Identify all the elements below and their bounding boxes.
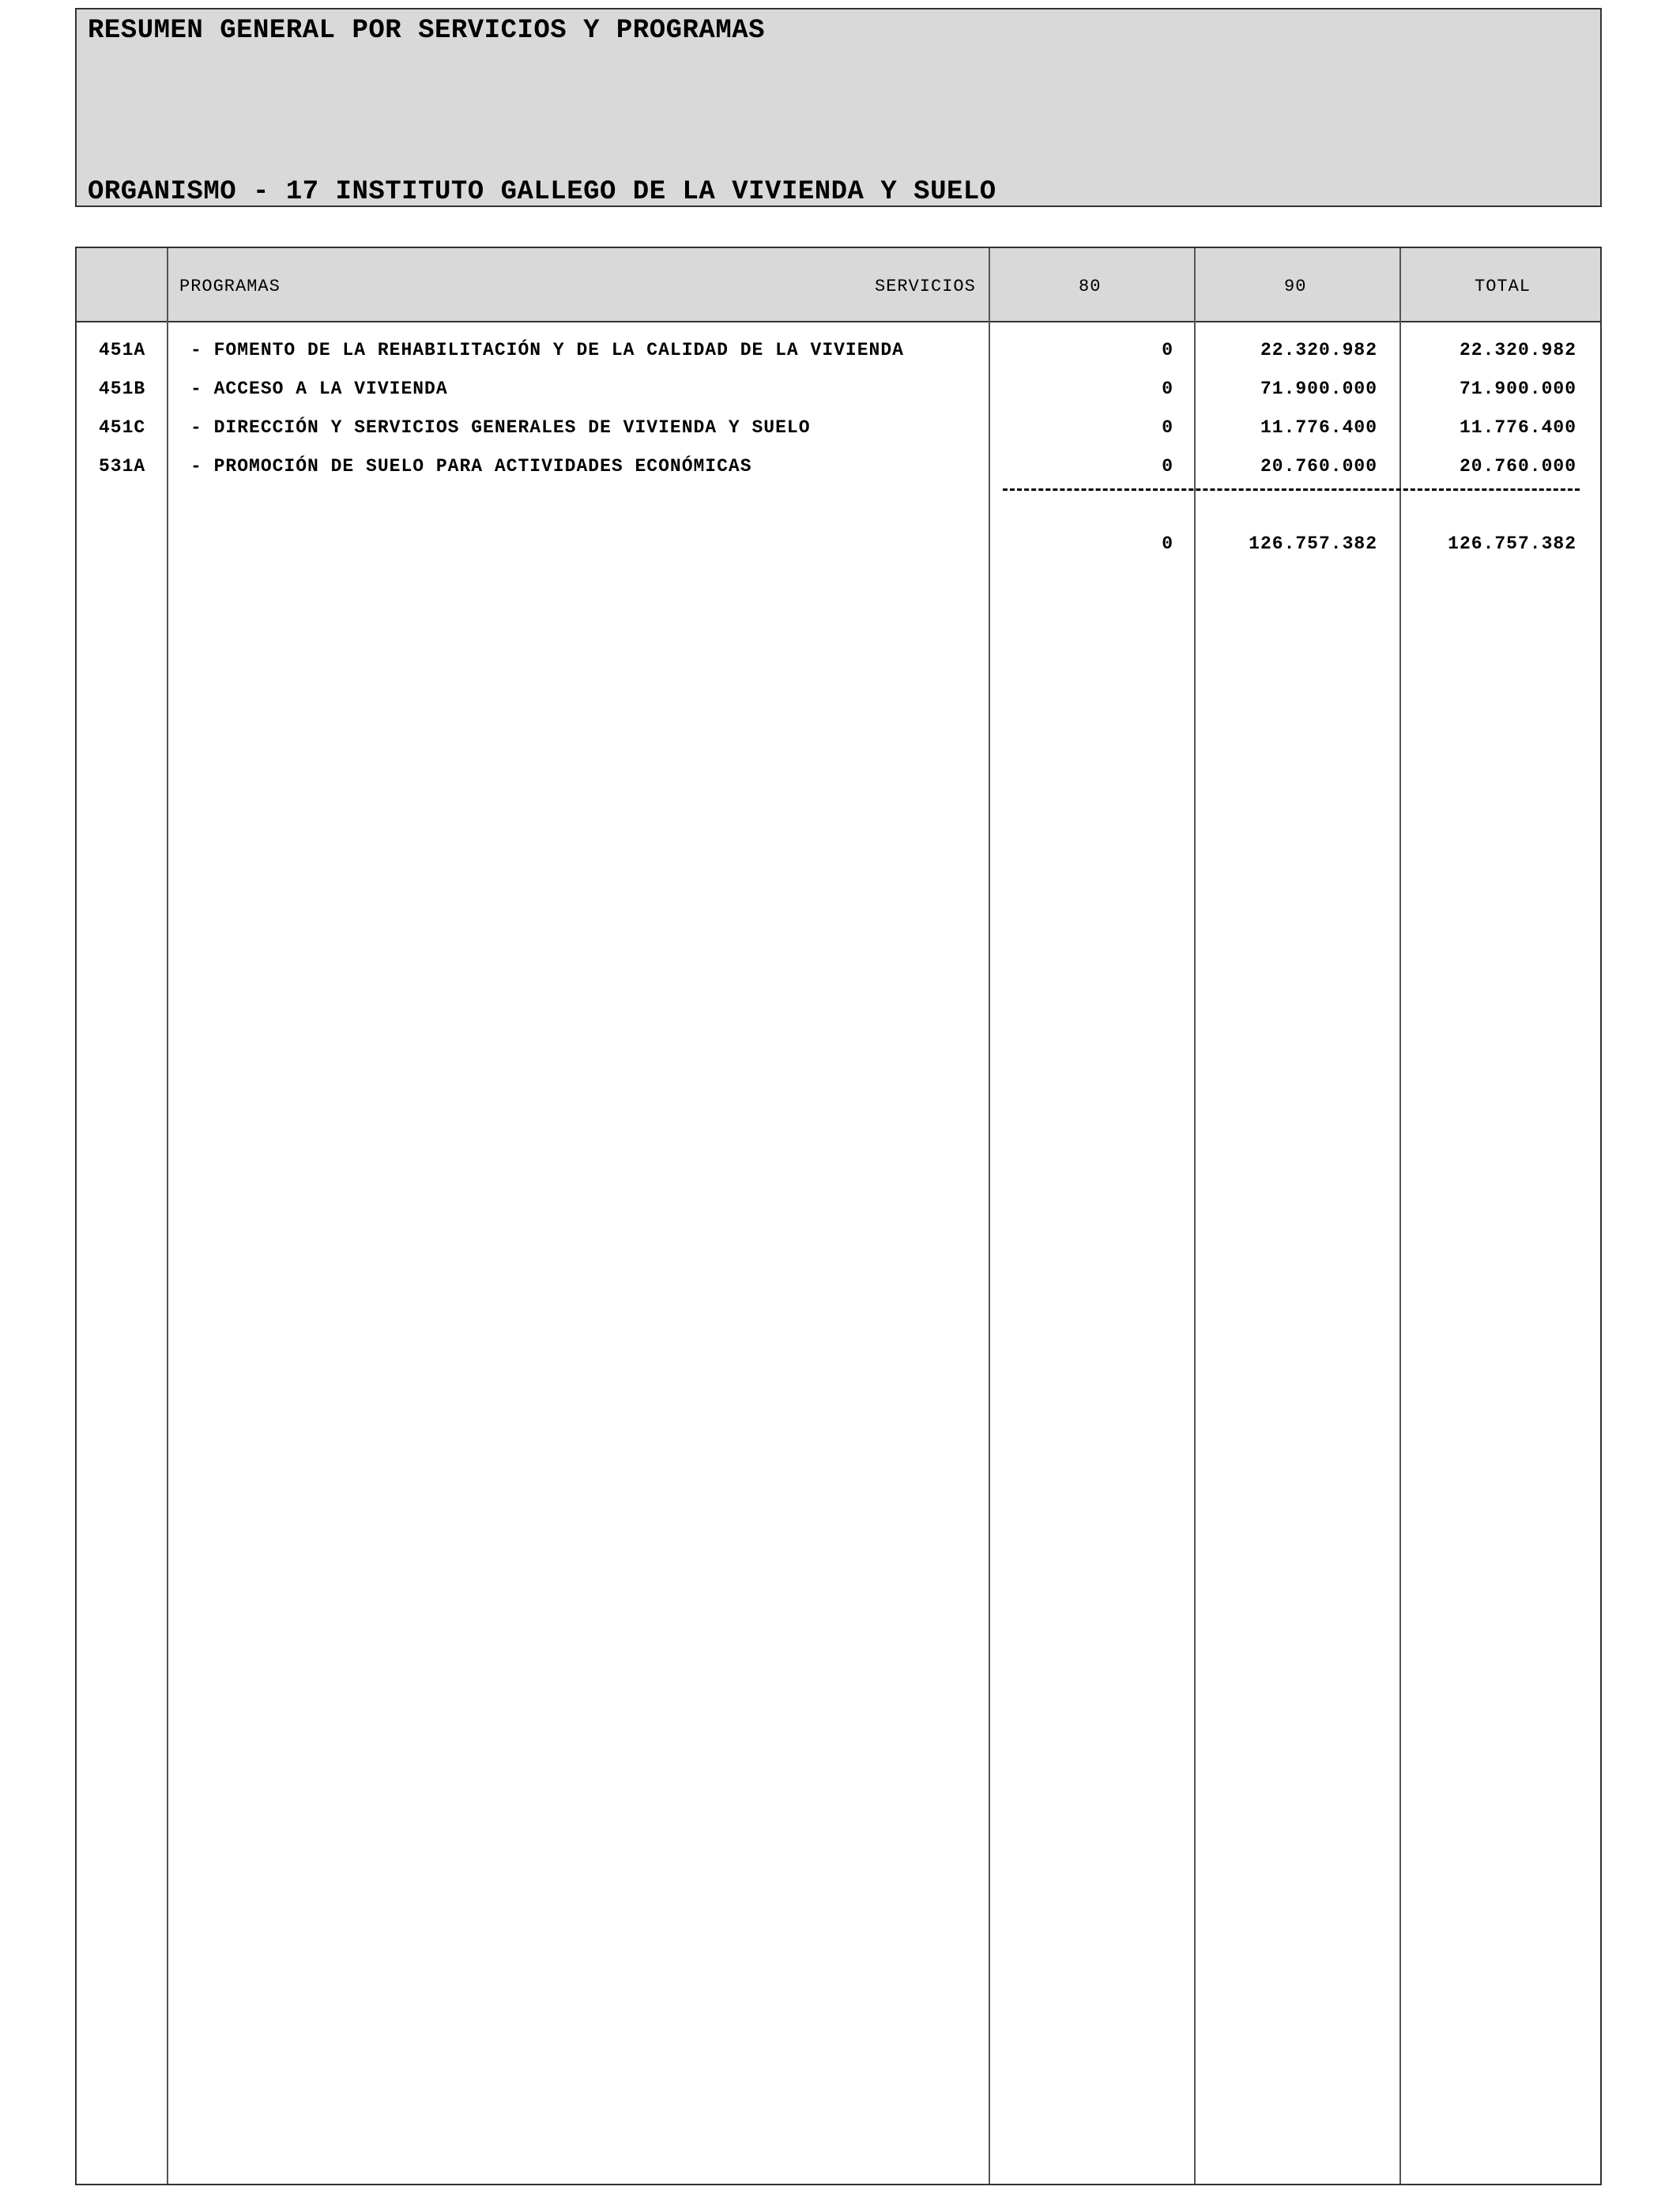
total-value: 20.760.000 xyxy=(1459,456,1576,477)
summary-table xyxy=(75,247,1602,2185)
service-80-value: 0 xyxy=(1162,456,1173,477)
totals-row xyxy=(77,522,1600,561)
table-row xyxy=(77,368,1600,406)
service-90-value: 20.760.000 xyxy=(1260,456,1377,477)
table-row xyxy=(77,406,1600,445)
service-80-total: 0 xyxy=(1162,533,1173,554)
program-code: 451B xyxy=(99,379,146,399)
total-value: 11.776.400 xyxy=(1459,417,1576,438)
header-servicios: SERVICIOS xyxy=(875,277,976,296)
program-code: 451A xyxy=(99,340,146,360)
organism-title: ORGANISMO - 17 INSTITUTO GALLEGO DE LA VIVIENDA Y SUELO xyxy=(88,177,996,207)
report-header xyxy=(75,8,1602,207)
service-90-value: 71.900.000 xyxy=(1260,379,1377,399)
subtotal-dashed-rule xyxy=(1003,488,1580,491)
total-value: 71.900.000 xyxy=(1459,379,1576,399)
total-value: 22.320.982 xyxy=(1459,340,1576,360)
service-90-value: 22.320.982 xyxy=(1260,340,1377,360)
service-90-total: 126.757.382 xyxy=(1249,533,1377,554)
table-row xyxy=(77,329,1600,368)
report-title: RESUMEN GENERAL POR SERVICIOS Y PROGRAMAS xyxy=(88,16,766,46)
service-80-value: 0 xyxy=(1162,417,1173,438)
program-description: - PROMOCIÓN DE SUELO PARA ACTIVIDADES ECONÓMICAS xyxy=(190,456,752,477)
program-description: - FOMENTO DE LA REHABILITACIÓN Y DE LA CALIDAD DE LA VIVIENDA xyxy=(190,340,904,360)
header-col-80: 80 xyxy=(1079,277,1102,296)
program-description: - DIRECCIÓN Y SERVICIOS GENERALES DE VIVIENDA Y SUELO xyxy=(190,417,811,438)
grand-total: 126.757.382 xyxy=(1448,533,1576,554)
header-programas: PROGRAMAS xyxy=(179,277,281,296)
header-total: TOTAL xyxy=(1475,277,1531,296)
table-row xyxy=(77,445,1600,484)
header-col-90: 90 xyxy=(1284,277,1307,296)
service-80-value: 0 xyxy=(1162,379,1173,399)
program-code: 451C xyxy=(99,417,146,438)
service-80-value: 0 xyxy=(1162,340,1173,360)
table-header xyxy=(77,248,1600,322)
program-description: - ACCESO A LA VIVIENDA xyxy=(190,379,448,399)
program-code: 531A xyxy=(99,456,146,477)
service-90-value: 11.776.400 xyxy=(1260,417,1377,438)
